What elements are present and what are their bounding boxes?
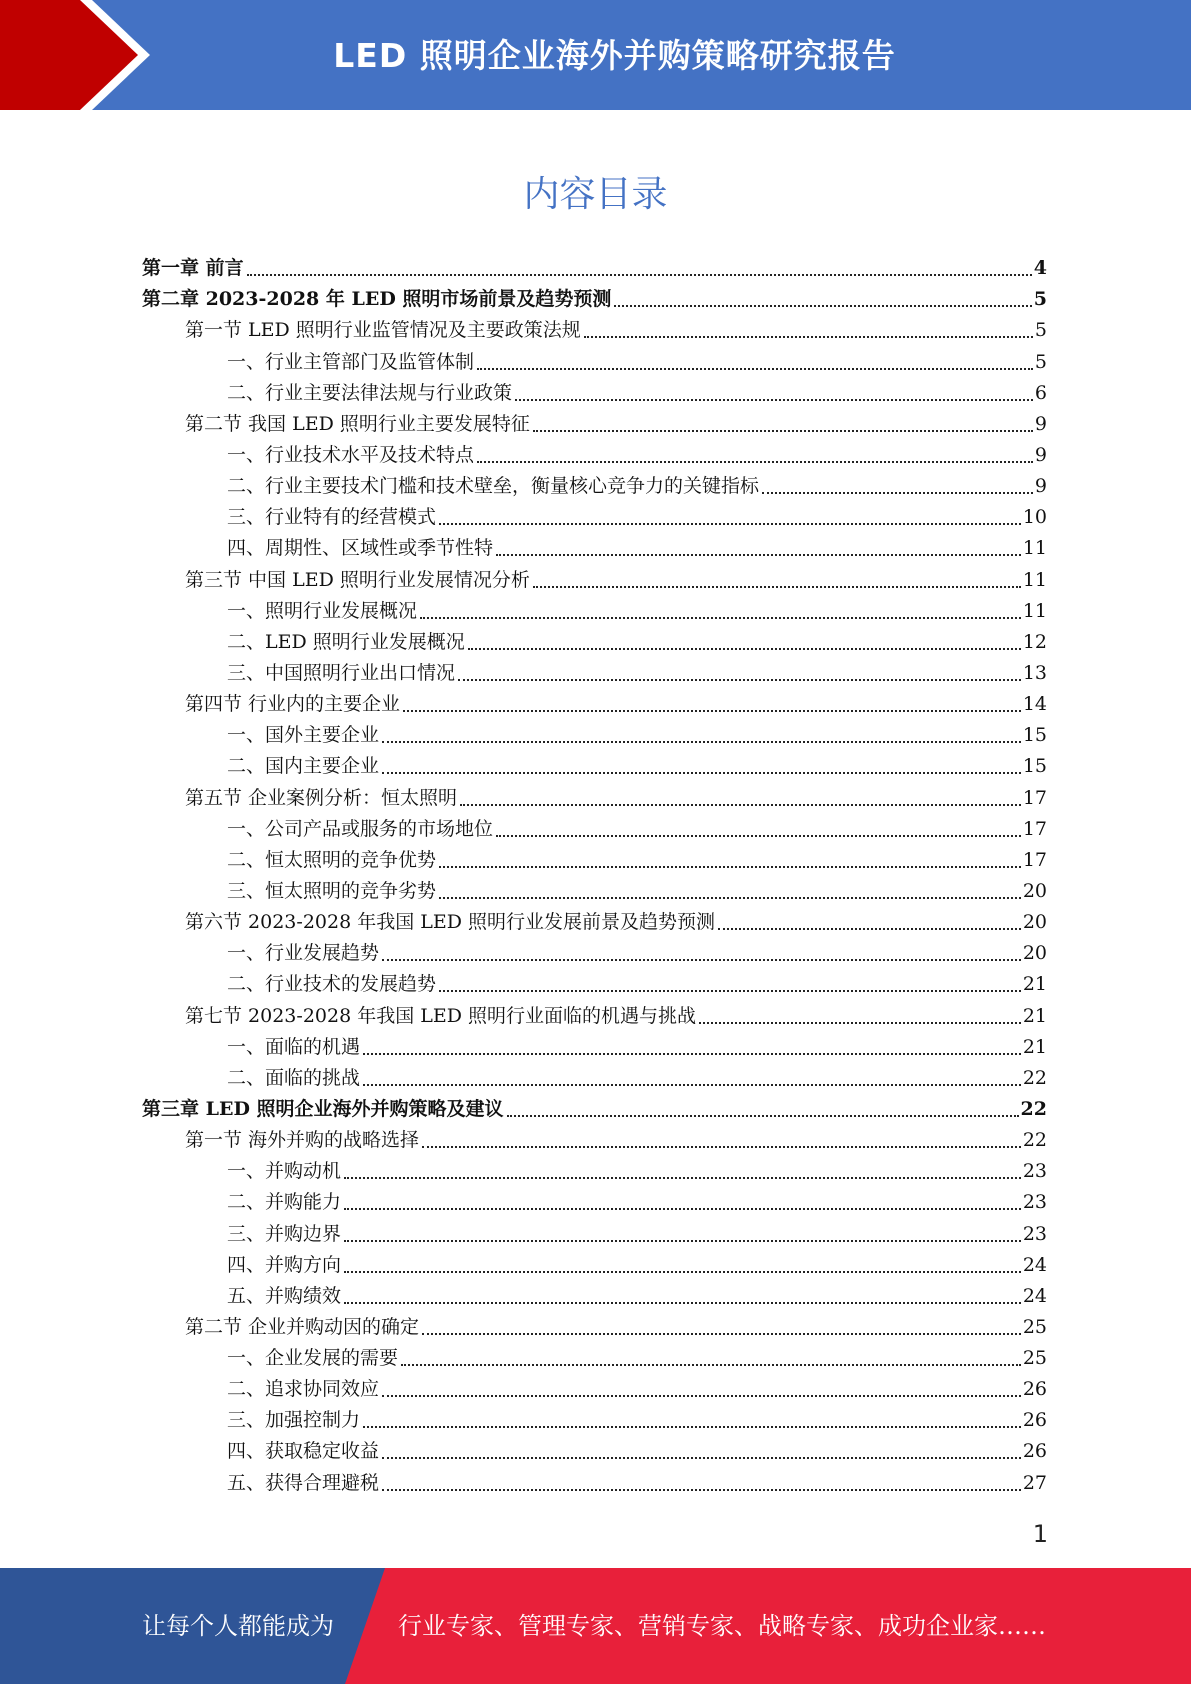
toc-entry-page: 11: [1022, 568, 1047, 591]
toc-entry-page: 24: [1022, 1284, 1047, 1307]
toc-entry[interactable]: [142, 564, 1047, 595]
toc-entry-label: 一、行业发展趋势: [227, 942, 380, 965]
toc-entry-label: 二、追求协同效应: [227, 1378, 380, 1401]
toc-entry[interactable]: [142, 658, 1047, 689]
toc-entry-label: 二、行业主要法律法规与行业政策: [227, 381, 513, 404]
toc-entry-label: 第二节 我国 LED 照明行业主要发展特征: [185, 412, 530, 435]
toc-dot-leader: [420, 617, 1021, 619]
toc-entry-page: 14: [1022, 693, 1047, 716]
toc-entry-label: 第五节 企业案例分析：恒太照明: [185, 786, 458, 809]
toc-entry[interactable]: [142, 689, 1047, 720]
toc-entry-page: 20: [1022, 911, 1047, 934]
toc-entry[interactable]: [142, 969, 1047, 1000]
toc-dot-leader: [439, 897, 1021, 899]
toc-entry[interactable]: [142, 1000, 1047, 1031]
toc-entry-label: 第四节 行业内的主要企业: [185, 693, 401, 716]
toc-entry-page: 5: [1033, 288, 1047, 311]
toc-dot-leader: [718, 928, 1021, 930]
toc-entry-page: 25: [1022, 1347, 1047, 1370]
toc-entry-label: 二、恒太照明的竞争优势: [227, 848, 437, 871]
toc-dot-leader: [762, 492, 1033, 494]
toc-entry-page: 13: [1022, 661, 1047, 684]
toc-entry[interactable]: [142, 1467, 1047, 1498]
toc-dot-leader: [363, 1084, 1021, 1086]
toc-entry-page: 9: [1034, 475, 1047, 498]
toc-entry-page: 23: [1022, 1160, 1047, 1183]
toc-entry-page: 23: [1022, 1191, 1047, 1214]
toc-entry-page: 17: [1022, 817, 1047, 840]
toc-entry[interactable]: [142, 253, 1047, 284]
footer-slogan-left: 让每个人都能成为: [142, 1612, 334, 1640]
toc-entry-page: 17: [1022, 786, 1047, 809]
toc-entry-page: 21: [1022, 1035, 1047, 1058]
toc-entry[interactable]: [142, 1281, 1047, 1312]
toc-entry-label: 一、照明行业发展概况: [227, 599, 418, 622]
footer-slogan-right: 行业专家、管理专家、营销专家、战略专家、成功企业家……: [398, 1612, 1046, 1640]
toc-entry[interactable]: [142, 627, 1047, 658]
toc-dot-leader: [458, 679, 1021, 681]
toc-dot-leader: [382, 1395, 1021, 1397]
toc-dot-leader: [344, 1271, 1021, 1273]
toc-dot-leader: [460, 804, 1021, 806]
page-number: 1: [1032, 1520, 1048, 1548]
toc-entry-page: 10: [1022, 506, 1047, 529]
toc-entry-label: 第三章 LED 照明企业海外并购策略及建议: [142, 1097, 504, 1120]
toc-entry-page: 11: [1022, 537, 1047, 560]
toc-entry-label: 第一章 前言: [142, 257, 244, 280]
toc-entry-label: 三、恒太照明的竞争劣势: [227, 879, 437, 902]
toc-entry-page: 26: [1022, 1378, 1047, 1401]
toc-entry-page: 20: [1022, 879, 1047, 902]
toc-entry[interactable]: [142, 409, 1047, 440]
toc-entry-label: 第六节 2023-2028 年我国 LED 照明行业发展前景及趋势预测: [185, 911, 716, 934]
toc-entry[interactable]: [142, 1156, 1047, 1187]
toc-entry[interactable]: [142, 596, 1047, 627]
toc-entry-label: 第二章 2023-2028 年 LED 照明市场前景及趋势预测: [142, 288, 612, 311]
toc-entry-page: 26: [1022, 1409, 1047, 1432]
toc-entry[interactable]: [142, 938, 1047, 969]
table-of-contents: [142, 253, 1047, 1499]
toc-dot-leader: [401, 1364, 1021, 1366]
toc-entry-page: 4: [1033, 257, 1047, 280]
toc-dot-leader: [507, 1115, 1019, 1117]
toc-dot-leader: [344, 1208, 1021, 1210]
toc-dot-leader: [382, 741, 1021, 743]
toc-entry-label: 第二节 企业并购动因的确定: [185, 1315, 420, 1338]
toc-entry[interactable]: [142, 1187, 1047, 1218]
toc-entry[interactable]: [142, 1343, 1047, 1374]
toc-dot-leader: [382, 1457, 1021, 1459]
toc-entry[interactable]: [142, 378, 1047, 409]
toc-entry[interactable]: [142, 1125, 1047, 1156]
toc-dot-leader: [363, 1053, 1021, 1055]
toc-entry-page: 5: [1034, 319, 1047, 342]
toc-entry-label: 二、行业技术的发展趋势: [227, 973, 437, 996]
toc-entry-page: 21: [1022, 973, 1047, 996]
toc-dot-leader: [477, 368, 1033, 370]
toc-dot-leader: [403, 710, 1021, 712]
toc-dot-leader: [533, 586, 1021, 588]
toc-entry[interactable]: [142, 471, 1047, 502]
toc-entry[interactable]: [142, 1063, 1047, 1094]
toc-entry-page: 9: [1034, 443, 1047, 466]
toc-heading: 内容目录: [523, 174, 668, 215]
toc-entry-label: 四、周期性、区域性或季节性特: [227, 537, 494, 560]
toc-dot-leader: [439, 866, 1021, 868]
toc-dot-leader: [439, 990, 1021, 992]
toc-dot-leader: [477, 461, 1033, 463]
toc-entry[interactable]: [142, 1218, 1047, 1249]
toc-entry-label: 一、面临的机遇: [227, 1035, 361, 1058]
toc-entry-label: 三、并购边界: [227, 1222, 342, 1245]
toc-entry[interactable]: [142, 284, 1047, 315]
toc-entry[interactable]: [142, 533, 1047, 564]
toc-entry[interactable]: [142, 876, 1047, 907]
toc-entry[interactable]: [142, 1374, 1047, 1405]
toc-dot-leader: [699, 1022, 1021, 1024]
toc-entry-page: 22: [1020, 1097, 1047, 1120]
toc-entry[interactable]: [142, 720, 1047, 751]
toc-entry[interactable]: [142, 1405, 1047, 1436]
toc-dot-leader: [247, 274, 1032, 276]
toc-dot-leader: [382, 772, 1021, 774]
toc-entry-page: 5: [1034, 350, 1047, 373]
toc-entry[interactable]: [142, 1094, 1047, 1125]
toc-entry-page: 24: [1022, 1253, 1047, 1276]
toc-entry-page: 15: [1022, 755, 1047, 778]
toc-entry-label: 五、并购绩效: [227, 1284, 342, 1307]
toc-entry-label: 二、国内主要企业: [227, 755, 380, 778]
toc-entry-label: 三、加强控制力: [227, 1409, 361, 1432]
toc-entry-label: 第七节 2023-2028 年我国 LED 照明行业面临的机遇与挑战: [185, 1004, 697, 1027]
toc-entry-page: 20: [1022, 942, 1047, 965]
toc-entry-label: 四、并购方向: [227, 1253, 342, 1276]
toc-entry[interactable]: [142, 814, 1047, 845]
toc-entry-label: 二、面临的挑战: [227, 1066, 361, 1089]
toc-entry-page: 23: [1022, 1222, 1047, 1245]
toc-entry-page: 25: [1022, 1315, 1047, 1338]
toc-entry-label: 第一节 海外并购的战略选择: [185, 1129, 420, 1152]
toc-entry-page: 6: [1034, 381, 1047, 404]
toc-entry-page: 17: [1022, 848, 1047, 871]
toc-entry-label: 二、LED 照明行业发展概况: [227, 630, 465, 653]
toc-entry-label: 三、中国照明行业出口情况: [227, 661, 456, 684]
toc-entry-label: 第一节 LED 照明行业监管情况及主要政策法规: [185, 319, 581, 342]
footer-banner: [0, 1568, 1191, 1684]
toc-dot-leader: [584, 336, 1033, 338]
toc-entry-label: 一、企业发展的需要: [227, 1347, 399, 1370]
toc-entry-label: 二、并购能力: [227, 1191, 342, 1214]
toc-dot-leader: [533, 430, 1033, 432]
toc-entry-page: 11: [1022, 599, 1047, 622]
toc-dot-leader: [344, 1177, 1021, 1179]
toc-entry[interactable]: [142, 1312, 1047, 1343]
toc-entry[interactable]: [142, 1032, 1047, 1063]
toc-dot-leader: [496, 835, 1021, 837]
toc-entry-label: 一、国外主要企业: [227, 724, 380, 747]
toc-dot-leader: [382, 1489, 1021, 1491]
toc-dot-leader: [468, 648, 1021, 650]
toc-dot-leader: [363, 1426, 1021, 1428]
toc-dot-leader: [344, 1302, 1021, 1304]
toc-dot-leader: [422, 1333, 1021, 1335]
toc-entry-page: 27: [1022, 1471, 1047, 1494]
toc-entry-label: 五、获得合理避税: [227, 1471, 380, 1494]
toc-entry-label: 二、行业主要技术门槛和技术壁垒，衡量核心竞争力的关键指标: [227, 475, 760, 498]
toc-entry-label: 一、行业技术水平及技术特点: [227, 443, 475, 466]
toc-entry[interactable]: [142, 751, 1047, 782]
toc-entry-page: 12: [1022, 630, 1047, 653]
toc-entry[interactable]: [142, 315, 1047, 346]
toc-entry-label: 第三节 中国 LED 照明行业发展情况分析: [185, 568, 530, 591]
toc-entry-page: 9: [1034, 412, 1047, 435]
toc-entry-label: 一、公司产品或服务的市场地位: [227, 817, 494, 840]
document-title: LED 照明企业海外并购策略研究报告: [333, 36, 896, 75]
toc-entry-page: 26: [1022, 1440, 1047, 1463]
toc-entry-page: 21: [1022, 1004, 1047, 1027]
toc-entry-page: 22: [1022, 1066, 1047, 1089]
toc-entry[interactable]: [142, 440, 1047, 471]
toc-entry[interactable]: [142, 502, 1047, 533]
toc-entry-label: 一、行业主管部门及监管体制: [227, 350, 475, 373]
toc-entry[interactable]: [142, 782, 1047, 813]
toc-entry-label: 三、行业特有的经营模式: [227, 506, 437, 529]
toc-entry[interactable]: [142, 907, 1047, 938]
toc-entry-label: 四、获取稳定收益: [227, 1440, 380, 1463]
toc-dot-leader: [422, 1146, 1021, 1148]
toc-entry[interactable]: [142, 1436, 1047, 1467]
toc-entry-page: 15: [1022, 724, 1047, 747]
toc-entry-label: 一、并购动机: [227, 1160, 342, 1183]
toc-dot-leader: [439, 523, 1021, 525]
toc-dot-leader: [382, 959, 1021, 961]
toc-dot-leader: [344, 1240, 1021, 1242]
header-banner: [0, 0, 1191, 110]
toc-entry-page: 22: [1022, 1129, 1047, 1152]
toc-entry[interactable]: [142, 1250, 1047, 1281]
toc-dot-leader: [614, 305, 1031, 307]
toc-dot-leader: [515, 399, 1033, 401]
toc-entry[interactable]: [142, 346, 1047, 377]
toc-dot-leader: [496, 554, 1021, 556]
toc-entry[interactable]: [142, 845, 1047, 876]
